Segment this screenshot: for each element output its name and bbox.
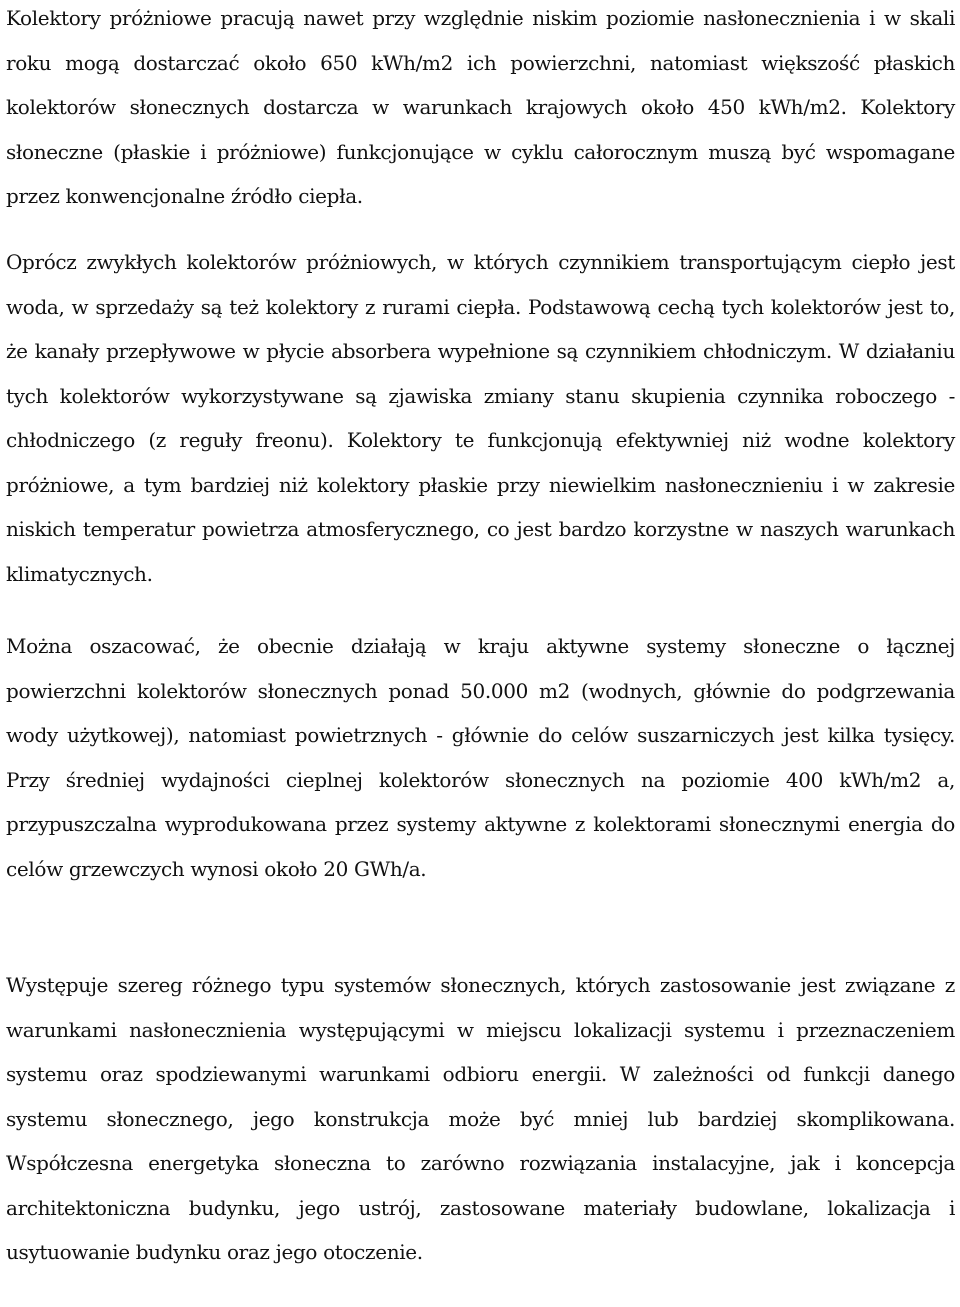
paragraph-system-types: Występuje szereg różnego typu systemów słonecznych, których zastosowanie jest związane z warunkami nasłonecznienia występującymi w miejscu lokalizacji systemu i przeznaczeniem systemu oraz spodziewanymi warunkami odbioru energii. W zależności od funkcji danego systemu słonecznego, jego konstrukcja może być mniej lub bardziej skomplikowana. Współczesna energetyka słoneczna to zarówno rozwiązania instalacyjne, jak i koncepcja architektoniczna budynku, jego ustrój, zastosowane materiały budowlane, lokalizacja i usytuowanie budynku oraz jego otoczenie. bbox=[6, 973, 955, 1264]
paragraph-heat-pipe-collectors: Oprócz zwykłych kolektorów próżniowych, w których czynnikiem transportującym ciepło jest woda, w sprzedaży są też kolektory z rurami ciepła. Podstawową cechą tych kolektorów jest to, że kanały przepływowe w płycie absorbera wypełnione są czynnikiem chłodniczym. W działaniu tych kolektorów wykorzystywane są zjawiska zmiany stanu skupienia czynnika roboczego - chłodniczego (z reguły freonu). Kolektory te funkcjonują efektywniej niż wodne kolektory próżniowe, a tym bardziej niż kolektory płaskie przy niewielkim nasłonecznieniu i w zakresie niskich temperatur powietrza atmosferycznego, co jest bardzo korzystne w naszych warunkach klimatycznych. bbox=[6, 250, 955, 586]
paragraph-vacuum-collectors-yield: Kolektory próżniowe pracują nawet przy względnie niskim poziomie nasłonecznienia i w skali roku mogą dostarczać około 650 kWh/m2 ich powierzchni, natomiast większość płaskich kolektorów słonecznych dostarcza w warunkach krajowych około 450 kWh/m2. Kolektory słoneczne (płaskie i próżniowe) funkcjonujące w cyklu całorocznym muszą być wspomagane przez konwencjonalne źródło ciepła. bbox=[6, 6, 955, 208]
paragraph-national-estimate: Można oszacować, że obecnie działają w kraju aktywne systemy słoneczne o łącznej powierzchni kolektorów słonecznych ponad 50.000 m2 (wodnych, głównie do podgrzewania wody użytkowej), natomiast powietrznych - głównie do celów suszarniczych jest kilka tysięcy. Przy średniej wydajności cieplnej kolektorów słonecznych na poziomie 400 kWh/m2 a, przypuszczalna wyprodukowana przez systemy aktywne z kolektorami słonecznymi energia do celów grzewczych wynosi około 20 GWh/a. bbox=[6, 634, 955, 881]
